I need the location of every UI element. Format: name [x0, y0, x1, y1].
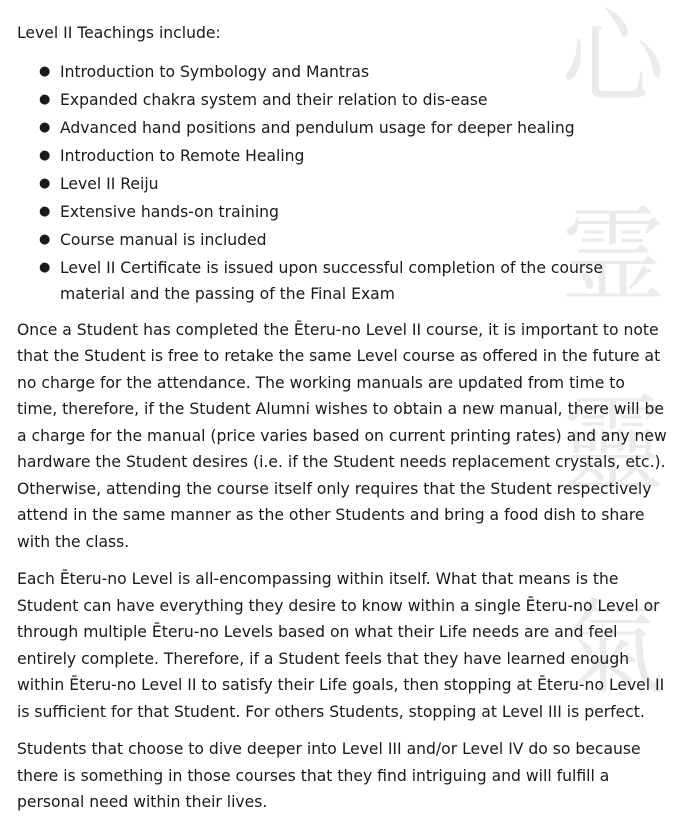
bullet-icon: ● — [39, 63, 51, 79]
bullet-icon: ● — [39, 175, 51, 191]
list-item-text: Introduction to Symbology and Mantras — [60, 62, 370, 81]
watermark-kanji-heart: 心 — [560, 0, 665, 119]
list-item-text: Expanded chakra system and their relation to dis-ease — [60, 90, 488, 109]
section-heading: Level II Teachings include: — [17, 24, 221, 42]
watermark-kanji-spirit: 霊 — [560, 195, 665, 317]
paragraph-level-completeness: Each Ēteru-no Level is all-encompassing within itself. What that means is the Student can have everything they desire to know within a single Ēteru-no Level or through multiple Ēteru-no Levels based on what their Life needs are and feel entirely complete. Therefore, if a Student feels that they have learned enough within Ēteru-no Level II to satisfy their Life goals, then stopping at Ēteru-no Level II is sufficient for that Student. For others Students, stopping at Level III is perfect. — [17, 570, 665, 721]
bullet-icon: ● — [39, 91, 51, 107]
list-item — [17, 171, 667, 197]
list-item — [17, 115, 667, 141]
paragraph-retake-policy: Once a Student has completed the Ēteru-no Level II course, it is important to note that the Student is free to retake the same Level course as offered in the future at no charge for the attendance. The working manuals are updated from time to time, therefore, if the Student Alumni wishes to obtain a new manual, there will be a charge for the manual (price varies based on current printing rates) and any new hardware the Student desires (i.e. if the Student needs replacement crystals, etc.). Otherwise, attending the course itself only requires that the Student respectively attend in the same manner as the other Students and bring a food dish to share with the class. — [17, 320, 667, 551]
bullet-icon: ● — [39, 259, 51, 275]
list-item-text: Level II Certificate is issued upon successful completion of the course material and the passing of the Final Exam — [60, 258, 603, 303]
watermark-kanji-energy: 氣 — [560, 587, 665, 709]
teachings-list — [17, 59, 667, 307]
bullet-icon: ● — [39, 231, 51, 247]
list-item — [17, 255, 667, 307]
list-item-text: Extensive hands-on training — [60, 202, 279, 221]
list-item — [17, 143, 667, 169]
paragraph-deeper-levels: Students that choose to dive deeper into Level III and/or Level IV do so because there is something in those courses that they find intriguing and will fulfill a personal need within their lives. — [17, 740, 641, 811]
bullet-icon: ● — [39, 147, 51, 163]
list-item — [17, 87, 667, 113]
list-item-text: Course manual is included — [60, 230, 267, 249]
bullet-icon: ● — [39, 203, 51, 219]
list-item-text: Introduction to Remote Healing — [60, 146, 305, 165]
list-item — [17, 227, 667, 253]
document-body — [17, 20, 667, 827]
list-item-text: Advanced hand positions and pendulum usage for deeper healing — [60, 118, 575, 137]
list-item-text: Level II Reiju — [60, 174, 159, 193]
watermark-kanji-spirit-traditional: 靈 — [560, 383, 665, 505]
list-item — [17, 59, 667, 85]
list-item — [17, 199, 667, 225]
bullet-icon: ● — [39, 119, 51, 135]
